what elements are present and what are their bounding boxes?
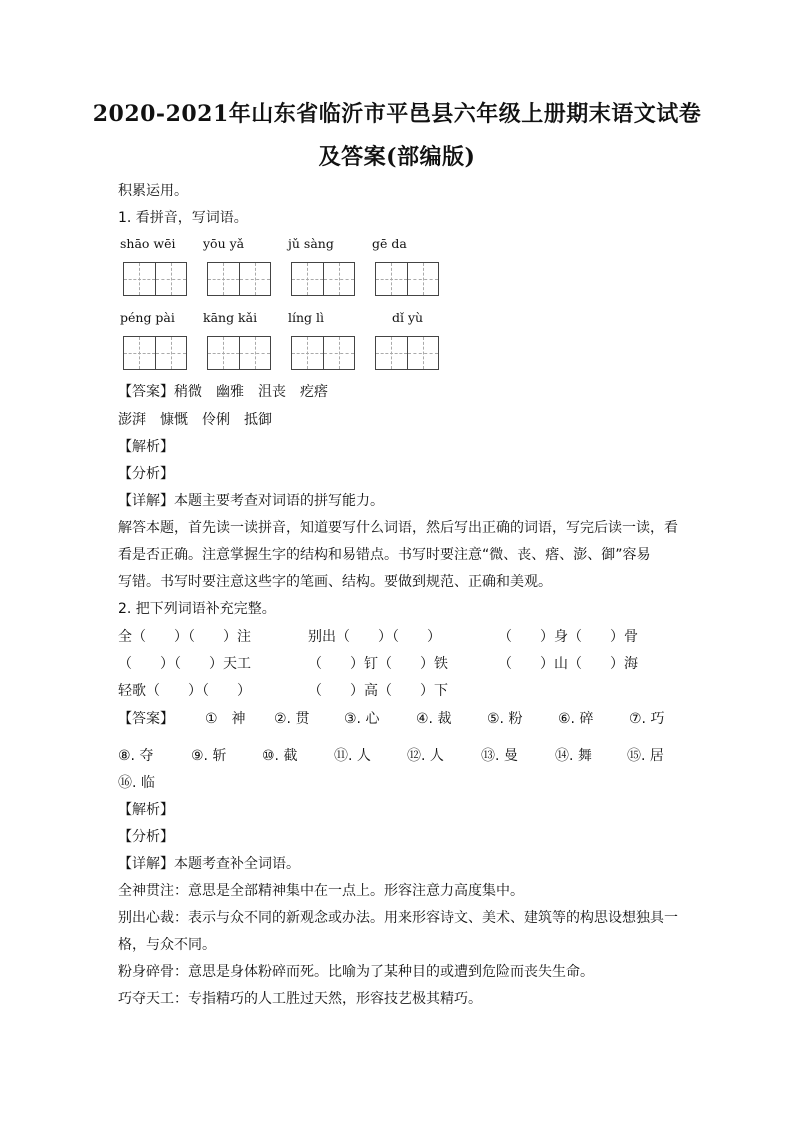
q2-jiexi: 【解析】 <box>118 802 174 818</box>
q2-detail: 【详解】本题考查补全词语。 <box>118 856 300 872</box>
answer-item: ⑫. 人 <box>407 748 444 764</box>
q2-fenxi: 【分析】 <box>118 829 174 845</box>
q1-detail: 【详解】本题主要考查对词语的拼写能力。 <box>118 493 384 509</box>
q1-para1: 解答本题，首先读一读拼音，知道要写什么词语，然后写出正确的词语，写完后读一读，看 <box>118 520 678 536</box>
answer-item: ⑬. 曼 <box>481 748 518 764</box>
answer-item: ④. 裁 <box>416 711 452 727</box>
idiom-blank: 别出（ ）（ ） <box>308 629 441 645</box>
answer-item: ① 神 <box>205 711 246 727</box>
writing-grid <box>291 336 355 370</box>
answer-item: ⑤. 粉 <box>487 711 523 727</box>
answer-item: ⑭. 舞 <box>555 748 592 764</box>
pinyin-pengpai: péng pài <box>120 310 175 325</box>
document-title-line1: 2020-2021年山东省临沂市平邑县六年级上册期末语文试卷 <box>92 101 702 127</box>
pinyin-youya: yōu yǎ <box>203 236 245 251</box>
answer-item: ⑪. 人 <box>334 748 371 764</box>
idiom-blank: （ ）钉（ ）铁 <box>308 656 448 672</box>
answer-item: ⑦. 巧 <box>629 711 665 727</box>
pinyin-jusang: jǔ sàng <box>288 236 334 251</box>
document-title-line2: 及答案(部编版) <box>318 144 476 170</box>
idiom-blank: 全（ ）（ ）注 <box>118 629 251 645</box>
answer-item: ③. 心 <box>344 711 380 727</box>
writing-grid <box>291 262 355 296</box>
q2-explanation: 粉身碎骨：意思是身体粉碎而死。比喻为了某种目的或遭到危险而丧失生命。 <box>118 964 594 980</box>
answer-item: ⑧. 夺 <box>118 748 154 764</box>
pinyin-lingli: líng lì <box>288 310 325 325</box>
q2-explanation: 全神贯注：意思是全部精神集中在一点上。形容注意力高度集中。 <box>118 883 524 899</box>
pinyin-shaowei: shāo wēi <box>120 236 176 251</box>
pinyin-diyu: dǐ yù <box>392 310 424 325</box>
q1-jiexi: 【解析】 <box>118 439 174 455</box>
q2-explanation: 巧夺天工：专指精巧的人工胜过天然，形容技艺极其精巧。 <box>118 991 482 1007</box>
writing-grid <box>123 336 187 370</box>
idiom-blank: （ ）高（ ）下 <box>308 683 448 699</box>
q1-fenxi: 【分析】 <box>118 466 174 482</box>
q1-para2: 看是否正确。注意掌握生字的结构和易错点。书写时要注意“微、丧、瘩、澎、御”容易 <box>118 547 651 563</box>
answer-item: ②. 贯 <box>274 711 310 727</box>
writing-grid <box>207 262 271 296</box>
idiom-blank: （ ）（ ）天工 <box>118 656 251 672</box>
writing-grid <box>375 336 439 370</box>
answer-item: ⑨. 斩 <box>191 748 227 764</box>
q1-prompt: 1. 看拼音，写词语。 <box>118 210 248 226</box>
pinyin-geda: gē da <box>372 236 407 251</box>
idiom-blank: （ ）山（ ）海 <box>498 656 638 672</box>
writing-grid <box>123 262 187 296</box>
q1-answer-line1: 【答案】稍微 幽雅 沮丧 疙瘩 <box>118 384 328 400</box>
answer-item: ⑩. 截 <box>262 748 298 764</box>
pinyin-kangkai: kāng kǎi <box>203 310 258 325</box>
q1-para3: 写错。书写时要注意这些字的笔画、结构。要做到规范、正确和美观。 <box>118 574 552 590</box>
q2-explanation: 别出心裁：表示与众不同的新观念或办法。用来形容诗文、美术、建筑等的构思设想独具一 <box>118 910 678 926</box>
answer-item: ⑥. 碎 <box>558 711 594 727</box>
q2-explanation: 格，与众不同。 <box>118 937 216 953</box>
q2-answer-label: 【答案】 <box>118 711 174 727</box>
writing-grid <box>207 336 271 370</box>
section-label: 积累运用。 <box>118 183 188 199</box>
q2-prompt: 2. 把下列词语补充完整。 <box>118 601 276 617</box>
q1-answer-line2: 澎湃 慷慨 伶俐 抵御 <box>118 412 272 428</box>
idiom-blank: 轻歌（ ）（ ） <box>118 683 251 699</box>
answer-item: ⑯. 临 <box>118 775 155 791</box>
idiom-blank: （ ）身（ ）骨 <box>498 629 638 645</box>
writing-grid <box>375 262 439 296</box>
answer-item: ⑮. 居 <box>627 748 664 764</box>
